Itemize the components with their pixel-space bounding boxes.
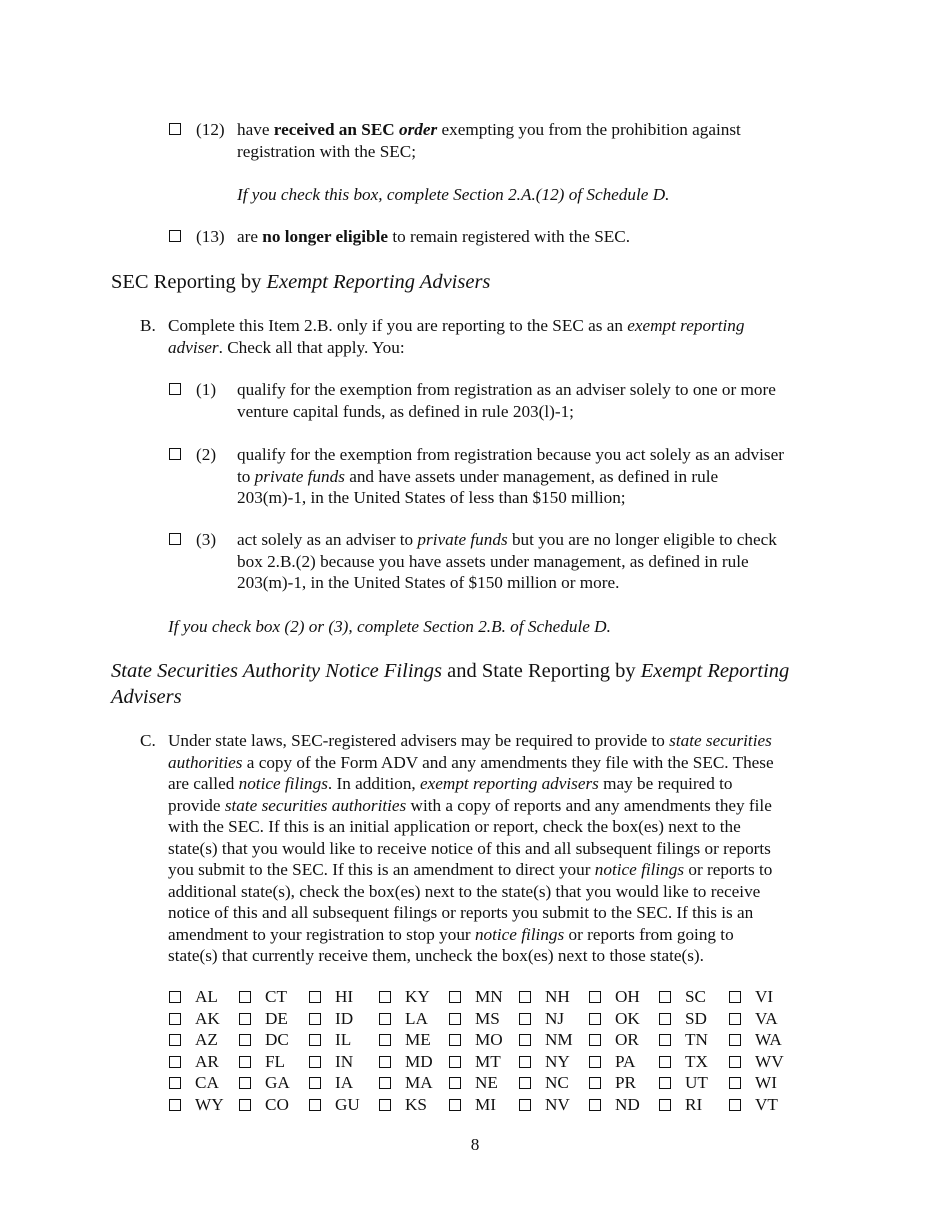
state-option[interactable] bbox=[659, 986, 706, 1008]
state-label: HI bbox=[335, 987, 354, 1006]
state-label: KY bbox=[405, 987, 430, 1006]
state-checkbox[interactable] bbox=[169, 1077, 181, 1089]
state-checkbox[interactable] bbox=[379, 1034, 391, 1046]
state-option[interactable] bbox=[239, 986, 287, 1008]
state-label: WI bbox=[755, 1073, 777, 1092]
state-label: MN bbox=[475, 987, 503, 1006]
item-b3-number: (3) bbox=[196, 530, 217, 549]
state-checkbox[interactable] bbox=[309, 1099, 321, 1111]
section-b-intro: Complete this Item 2.B. only if you are reporting to the SEC as an exempt reporting adviser. Check all that apply. You: bbox=[168, 316, 745, 357]
state-option[interactable] bbox=[379, 986, 430, 1008]
state-label: NY bbox=[545, 1051, 570, 1071]
state-checkbox[interactable] bbox=[379, 1013, 391, 1025]
state-checkbox[interactable] bbox=[169, 1034, 181, 1046]
state-option[interactable] bbox=[729, 1094, 778, 1116]
item-12-note: If you check this box, complete Section 2.A.(12) of Schedule D. bbox=[237, 185, 670, 204]
state-option[interactable] bbox=[239, 1094, 289, 1116]
state-checkbox[interactable] bbox=[239, 1099, 251, 1111]
state-checkbox[interactable] bbox=[589, 1056, 601, 1068]
state-label: LA bbox=[405, 1008, 428, 1028]
state-label: AZ bbox=[195, 1030, 218, 1049]
state-option[interactable] bbox=[309, 1072, 353, 1094]
state-checkbox[interactable] bbox=[729, 991, 741, 1003]
state-checkbox[interactable] bbox=[589, 1013, 601, 1025]
state-checkbox[interactable] bbox=[659, 1034, 671, 1046]
state-label: DE bbox=[265, 1008, 288, 1028]
state-option[interactable] bbox=[659, 1094, 702, 1116]
item-b2-text: qualify for the exemption from registration because you act solely as an adviser to private funds and have assets under management, as defined in rule 203(m)-1, in the United States of less than $150 million; bbox=[237, 445, 784, 507]
state-option[interactable] bbox=[379, 1072, 433, 1094]
state-option[interactable] bbox=[239, 1029, 289, 1051]
state-checkbox[interactable] bbox=[519, 991, 531, 1003]
state-checkbox[interactable] bbox=[519, 1099, 531, 1111]
state-checkbox[interactable] bbox=[449, 991, 461, 1003]
section-b-heading: SEC Reporting by Exempt Reporting Advisers bbox=[111, 271, 491, 293]
state-checkbox[interactable] bbox=[519, 1077, 531, 1089]
state-option[interactable] bbox=[169, 1008, 220, 1030]
state-option[interactable] bbox=[169, 1072, 219, 1094]
state-label: VT bbox=[755, 1094, 778, 1114]
state-label: IL bbox=[335, 1030, 352, 1049]
state-option[interactable] bbox=[659, 1008, 707, 1030]
state-checkbox[interactable] bbox=[239, 1056, 251, 1068]
state-option[interactable] bbox=[519, 1029, 573, 1051]
item-12-number: (12) bbox=[196, 120, 225, 139]
state-label: SC bbox=[685, 987, 707, 1006]
state-checkbox[interactable] bbox=[589, 1077, 601, 1089]
state-option[interactable] bbox=[729, 1029, 782, 1051]
state-label: VA bbox=[755, 1008, 778, 1028]
state-checkbox[interactable] bbox=[239, 1013, 251, 1025]
state-label: KS bbox=[405, 1094, 427, 1114]
state-label: MD bbox=[405, 1051, 433, 1071]
state-option[interactable] bbox=[379, 1051, 433, 1073]
state-label: GA bbox=[265, 1073, 290, 1092]
section-b-letter: B. bbox=[140, 316, 156, 335]
state-checkbox[interactable] bbox=[169, 1013, 181, 1025]
state-checkbox[interactable] bbox=[519, 1013, 531, 1025]
state-label: IA bbox=[335, 1073, 354, 1092]
state-option[interactable] bbox=[729, 1051, 784, 1073]
state-label: CT bbox=[265, 987, 287, 1006]
state-option[interactable] bbox=[449, 1029, 503, 1051]
state-checkbox[interactable] bbox=[659, 1099, 671, 1111]
state-label: OR bbox=[615, 1030, 639, 1049]
state-label: GU bbox=[335, 1094, 360, 1114]
state-checkbox[interactable] bbox=[659, 1056, 671, 1068]
state-label: UT bbox=[685, 1073, 708, 1092]
state-checkbox[interactable] bbox=[309, 1077, 321, 1089]
state-checkbox[interactable] bbox=[379, 1099, 391, 1111]
section-b-note: If you check box (2) or (3), complete Section 2.B. of Schedule D. bbox=[168, 617, 611, 636]
state-label: OK bbox=[615, 1008, 640, 1028]
state-checkbox[interactable] bbox=[309, 991, 321, 1003]
state-checkbox[interactable] bbox=[239, 1034, 251, 1046]
state-option[interactable] bbox=[449, 1094, 496, 1116]
item-13-checkbox[interactable] bbox=[169, 230, 181, 242]
state-option[interactable] bbox=[309, 1029, 351, 1051]
state-label: NH bbox=[545, 987, 570, 1006]
item-b1-number: (1) bbox=[196, 380, 217, 399]
state-checkbox[interactable] bbox=[449, 1056, 461, 1068]
state-checkbox[interactable] bbox=[309, 1034, 321, 1046]
state-label: NJ bbox=[545, 1008, 565, 1028]
state-checkbox[interactable] bbox=[519, 1056, 531, 1068]
state-option[interactable] bbox=[589, 986, 640, 1008]
state-label: VI bbox=[755, 987, 774, 1006]
state-checkbox[interactable] bbox=[449, 1034, 461, 1046]
state-checkbox[interactable] bbox=[729, 1056, 741, 1068]
state-checkbox[interactable] bbox=[519, 1034, 531, 1046]
state-label: WA bbox=[755, 1030, 782, 1049]
section-c-letter: C. bbox=[140, 731, 156, 750]
state-label: AK bbox=[195, 1008, 220, 1028]
state-option[interactable] bbox=[519, 1072, 569, 1094]
state-option[interactable] bbox=[239, 1008, 288, 1030]
state-checkbox[interactable] bbox=[449, 1013, 461, 1025]
state-checkbox[interactable] bbox=[379, 991, 391, 1003]
state-label: RI bbox=[685, 1094, 703, 1114]
state-option[interactable] bbox=[659, 1029, 708, 1051]
item-b2-checkbox[interactable] bbox=[169, 448, 181, 460]
state-checkbox[interactable] bbox=[729, 1077, 741, 1089]
state-option[interactable] bbox=[729, 1008, 778, 1030]
state-label: AR bbox=[195, 1051, 219, 1071]
state-label: CA bbox=[195, 1073, 219, 1092]
state-option[interactable] bbox=[519, 1094, 570, 1116]
state-checkbox[interactable] bbox=[239, 1077, 251, 1089]
state-label: TX bbox=[685, 1051, 708, 1071]
item-b2-number: (2) bbox=[196, 445, 217, 464]
item-13-number: (13) bbox=[196, 227, 225, 246]
item-b1-checkbox[interactable] bbox=[169, 383, 181, 395]
state-option[interactable] bbox=[449, 1051, 501, 1073]
state-option[interactable] bbox=[379, 1029, 431, 1051]
state-option[interactable] bbox=[659, 1051, 708, 1073]
state-option[interactable] bbox=[729, 986, 773, 1008]
state-option[interactable] bbox=[309, 1094, 360, 1116]
page-number: 8 bbox=[470, 1135, 480, 1154]
state-checkbox[interactable] bbox=[449, 1077, 461, 1089]
state-option[interactable] bbox=[239, 1072, 290, 1094]
state-label: AL bbox=[195, 987, 218, 1006]
state-label: CO bbox=[265, 1094, 289, 1114]
state-label: TN bbox=[685, 1030, 708, 1049]
state-checkbox[interactable] bbox=[309, 1013, 321, 1025]
state-checkbox[interactable] bbox=[449, 1099, 461, 1111]
item-13-text: are no longer eligible to remain registered with the SEC. bbox=[237, 227, 631, 246]
state-checkbox[interactable] bbox=[169, 1099, 181, 1111]
state-label: MI bbox=[475, 1094, 497, 1114]
state-option[interactable] bbox=[729, 1072, 777, 1094]
state-option[interactable] bbox=[449, 1072, 498, 1094]
state-checkbox[interactable] bbox=[379, 1056, 391, 1068]
state-checkbox[interactable] bbox=[659, 991, 671, 1003]
state-option[interactable] bbox=[169, 986, 218, 1008]
state-option[interactable] bbox=[379, 1008, 428, 1030]
state-label: MS bbox=[475, 1008, 500, 1028]
state-option[interactable] bbox=[589, 1094, 640, 1116]
item-b1-text: qualify for the exemption from registration as an adviser solely to one or more venture capital funds, as defined in rule 203(l)-1; bbox=[237, 380, 776, 421]
state-option[interactable] bbox=[659, 1072, 708, 1094]
state-checkbox[interactable] bbox=[589, 1034, 601, 1046]
state-label: NM bbox=[545, 1030, 573, 1049]
state-option[interactable] bbox=[169, 1029, 218, 1051]
state-checkbox[interactable] bbox=[589, 1099, 601, 1111]
state-option[interactable] bbox=[589, 1072, 636, 1094]
state-checkbox[interactable] bbox=[589, 991, 601, 1003]
section-c-heading: State Securities Authority Notice Filings and State Reporting by Exempt Reporting Advisers bbox=[111, 660, 790, 708]
state-checkbox[interactable] bbox=[169, 1056, 181, 1068]
state-option[interactable] bbox=[309, 1051, 353, 1073]
state-option[interactable] bbox=[589, 1051, 635, 1073]
state-option[interactable] bbox=[449, 986, 503, 1008]
item-12-checkbox[interactable] bbox=[169, 123, 181, 135]
state-checkbox[interactable] bbox=[169, 991, 181, 1003]
state-label: WY bbox=[195, 1094, 224, 1114]
state-label: NE bbox=[475, 1073, 498, 1092]
state-label: ND bbox=[615, 1094, 640, 1114]
state-label: DC bbox=[265, 1030, 289, 1049]
state-checkbox[interactable] bbox=[659, 1077, 671, 1089]
state-checkbox[interactable] bbox=[729, 1013, 741, 1025]
state-option[interactable] bbox=[379, 1094, 427, 1116]
state-checkbox[interactable] bbox=[659, 1013, 671, 1025]
state-label: PR bbox=[615, 1073, 637, 1092]
state-label: ID bbox=[335, 1008, 354, 1028]
state-option[interactable] bbox=[169, 1051, 219, 1073]
state-option[interactable] bbox=[239, 1051, 285, 1073]
state-checkbox[interactable] bbox=[309, 1056, 321, 1068]
state-option[interactable] bbox=[519, 1051, 570, 1073]
state-label: MO bbox=[475, 1030, 503, 1049]
state-checkbox[interactable] bbox=[379, 1077, 391, 1089]
state-label: PA bbox=[615, 1051, 636, 1071]
state-checkbox[interactable] bbox=[729, 1034, 741, 1046]
state-checkbox[interactable] bbox=[729, 1099, 741, 1111]
state-option[interactable] bbox=[309, 1008, 353, 1030]
state-option[interactable] bbox=[589, 1008, 640, 1030]
state-label: MA bbox=[405, 1073, 433, 1092]
section-c-body: Under state laws, SEC-registered advisers may be required to provide to state securities authorities a copy of the Form ADV and any amendments they file with the SEC. These are called notice filings. In addition, exempt reporting advisers may be required to provide state securities authorities with a copy of reports and any amendments they file with the SEC. If this is an initial application or report, check the box(es) next to the state(s) that you would like to receive notice of this and all subsequent filings or reports you submit to the SEC. If this is an amendment to direct your notice filings or reports to additional state(s), check the box(es) next to the state(s) that you would like to receive notice of this and all subsequent filings or reports you submit to the SEC. If this is an amendment to your registration to stop your notice filings or reports from going to state(s) that currently receive them, uncheck the box(es) next to those state(s). bbox=[168, 731, 774, 965]
state-label: IN bbox=[335, 1051, 354, 1071]
state-label: NC bbox=[545, 1073, 569, 1092]
state-checkbox[interactable] bbox=[239, 991, 251, 1003]
state-label: OH bbox=[615, 987, 640, 1006]
state-option[interactable] bbox=[309, 986, 353, 1008]
state-option[interactable] bbox=[449, 1008, 500, 1030]
state-option[interactable] bbox=[169, 1094, 224, 1116]
state-label: WV bbox=[755, 1051, 784, 1071]
item-b3-text: act solely as an adviser to private funds but you are no longer eligible to check box 2.B.(2) because you have assets under management, as defined in rule 203(m)-1, in the United States of $150 million or more. bbox=[237, 530, 777, 592]
item-b3-checkbox[interactable] bbox=[169, 533, 181, 545]
state-label: SD bbox=[685, 1008, 707, 1028]
state-label: ME bbox=[405, 1030, 431, 1049]
state-option[interactable] bbox=[589, 1029, 639, 1051]
state-label: FL bbox=[265, 1051, 286, 1071]
state-option[interactable] bbox=[519, 1008, 564, 1030]
state-label: MT bbox=[475, 1051, 501, 1071]
state-label: NV bbox=[545, 1094, 570, 1114]
state-option[interactable] bbox=[519, 986, 570, 1008]
item-12-text: have received an SEC order exempting you from the prohibition against registration with the SEC; bbox=[237, 120, 741, 161]
